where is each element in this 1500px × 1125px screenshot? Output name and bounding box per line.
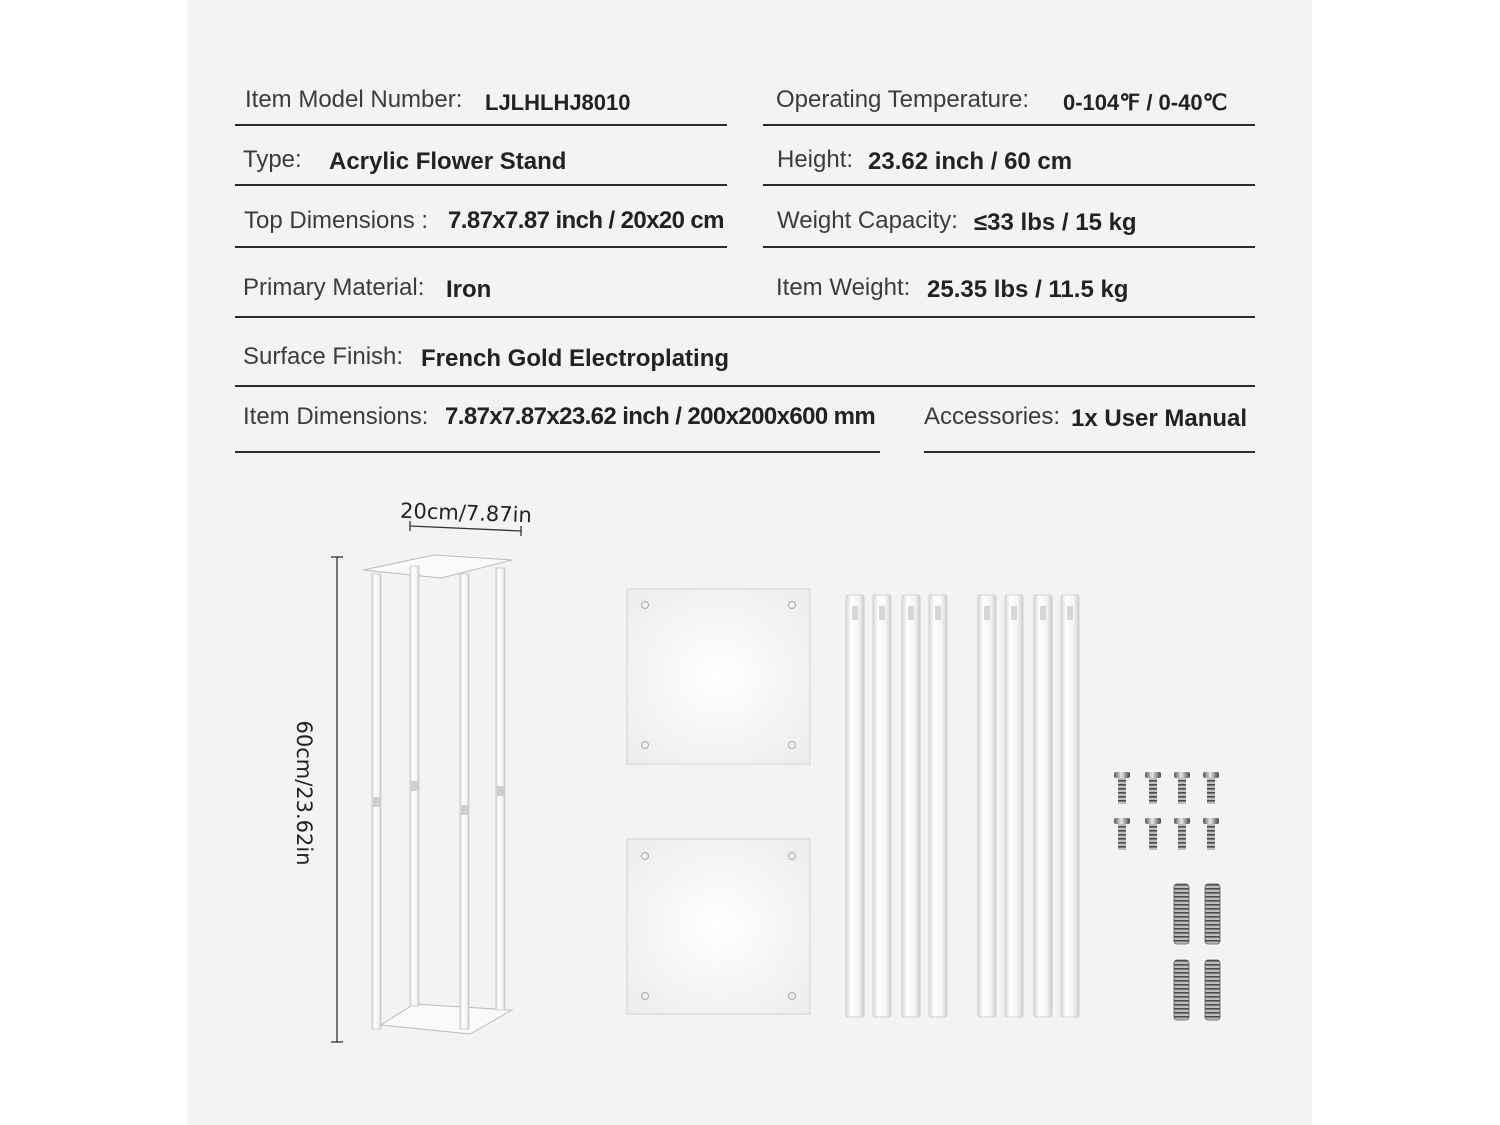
spec-label: Top Dimensions : — [244, 207, 429, 234]
spec-label: Item Dimensions: — [243, 403, 429, 430]
spec-label: Surface Finish: — [243, 343, 404, 370]
screws — [1114, 772, 1219, 850]
spec-value: 7.87x7.87x23.62 inch / 200x200x600 mm — [445, 403, 876, 430]
spec-label: Weight Capacity: — [777, 207, 958, 234]
acrylic-plate-top — [627, 589, 810, 764]
spec-value: 7.87x7.87 inch / 20x20 cm — [448, 207, 724, 234]
threaded-studs — [1174, 884, 1220, 1020]
height-dimension — [292, 557, 343, 1042]
acrylic-rods — [846, 595, 1079, 1017]
spec-label: Accessories: — [924, 403, 1061, 430]
width-dimension-label: 20cm/7.87in — [399, 498, 533, 528]
spec-label: Item Weight: — [776, 274, 911, 301]
spec-value: ≤33 lbs / 15 kg — [974, 209, 1137, 236]
spec-label: Primary Material: — [243, 274, 425, 301]
spec-value: French Gold Electroplating — [421, 345, 730, 372]
spec-label: Operating Temperature: — [776, 86, 1030, 113]
spec-label: Type: — [243, 146, 302, 173]
width-dimension — [400, 499, 532, 536]
height-dimension-label: 60cm/23.62in — [292, 720, 316, 866]
assembled-stand — [363, 555, 512, 1034]
acrylic-plate-bottom — [627, 839, 810, 1014]
spec-label: Height: — [777, 146, 854, 173]
spec-label: Item Model Number: — [245, 86, 463, 113]
spec-value: Acrylic Flower Stand — [329, 148, 567, 175]
spec-value: LJLHLHJ8010 — [485, 90, 631, 115]
spec-value: 25.35 lbs / 11.5 kg — [927, 276, 1129, 303]
spec-value: 0-104℉ / 0-40℃ — [1063, 90, 1228, 115]
spec-value: 23.62 inch / 60 cm — [868, 148, 1073, 175]
spec-value: 1x User Manual — [1071, 405, 1248, 432]
spec-value: Iron — [446, 276, 492, 303]
